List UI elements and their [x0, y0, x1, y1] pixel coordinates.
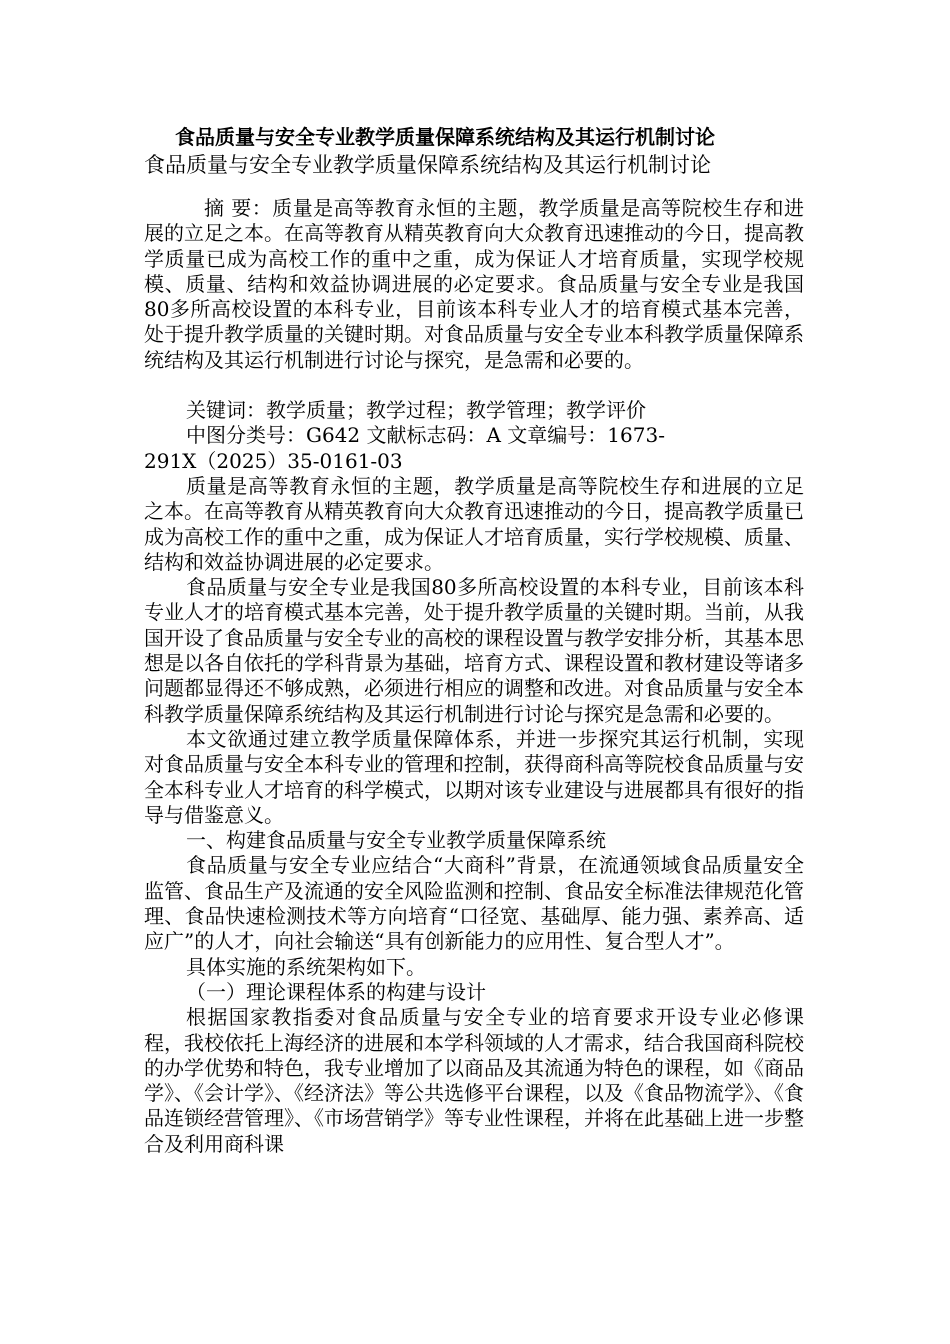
body-paragraph: 质量是高等教育永恒的主题，教学质量是高等院校生存和进展的立足之本。在高等教育从精英教育向大众教育迅速推动的今日，提高教学质量已成为高校工作的重中之重，成为保证人才培育质量，实行学校规模、质量、结构和效益协调进展的必定要求。 [144, 473, 804, 574]
body-paragraph: 食品质量与安全专业应结合“大商科”背景，在流通领域食品质量安全监管、食品生产及流通的安全风险监测和控制、食品安全标准法律规范化管理、食品快速检测技术等方向培育“口径宽、基础厚、能力强、素养高、适应广”的人才，向社会输送“具有创新能力的应用性、复合型人才”。 [144, 853, 804, 954]
subsection-heading: （一）理论课程体系的构建与设计 [186, 979, 486, 1004]
classification-line: 中图分类号：G642 文献标志码：A 文章编号：1673- [186, 423, 665, 448]
document-title-plain: 食品质量与安全专业教学质量保障系统结构及其运行机制讨论 [144, 153, 711, 177]
body-paragraph: 根据国家教指委对食品质量与安全专业的培育要求开设专业必修课程，我校依托上海经济的进展和本学科领域的人才需求，结合我国商科院校的办学优势和特色，我专业增加了以商品及其流通为特色的课程，如《商品学》、《会计学》、《经济法》等公共选修平台课程，以及《食品物流学》、《食品连锁经营管理》、《市场营销学》等专业性课程，并将在此基础上进一步整合及利用商科课 [144, 1005, 804, 1156]
section-heading: 一、构建食品质量与安全专业教学质量保障系统 [186, 828, 606, 853]
document-body [144, 196, 804, 1157]
body-paragraph: 具体实施的系统架构如下。 [186, 954, 426, 979]
abstract-paragraph: 摘 要：质量是高等教育永恒的主题，教学质量是高等院校生存和进展的立足之本。在高等教育从精英教育向大众教育迅速推动的今日，提高教学质量已成为高校工作的重中之重，成为保证人才培育质量，实现学校规模、质量、结构和效益协调进展的必定要求。食品质量与安全专业是我国80多所高校设置的本科专业，目前该本科专业人才的培育模式基本完善，处于提升教学质量的关键时期。对食品质量与安全专业本科教学质量保障系统结构及其运行机制进行讨论与探究，是急需和必要的。 [144, 196, 804, 372]
blank-line [144, 373, 804, 398]
body-paragraph: 食品质量与安全专业是我国80多所高校设置的本科专业，目前该本科专业人才的培育模式基本完善，处于提升教学质量的关键时期。当前，从我国开设了食品质量与安全专业的高校的课程设置与教学安排分析，其基本思想是以各自依托的学科背景为基础，培育方式、课程设置和教材建设等诸多问题都显得还不够成熟，必须进行相应的调整和改进。对食品质量与安全本科教学质量保障系统结构及其运行机制进行讨论与探究是急需和必要的。 [144, 575, 804, 726]
body-paragraph: 本文欲通过建立教学质量保障体系，并进一步探究其运行机制，实现对食品质量与安全本科专业的管理和控制，获得商科高等院校食品质量与安全本科专业人才培育的科学模式，以期对该专业建设与进展都具有很好的指导与借鉴意义。 [144, 726, 804, 827]
keywords-line: 关键词：教学质量；教学过程；教学管理；教学评价 [186, 398, 646, 423]
classification-line-continued: 291X（2025）35-0161-03 [144, 448, 403, 473]
document-title-bold: 食品质量与安全专业教学质量保障系统结构及其运行机制讨论 [175, 125, 715, 149]
